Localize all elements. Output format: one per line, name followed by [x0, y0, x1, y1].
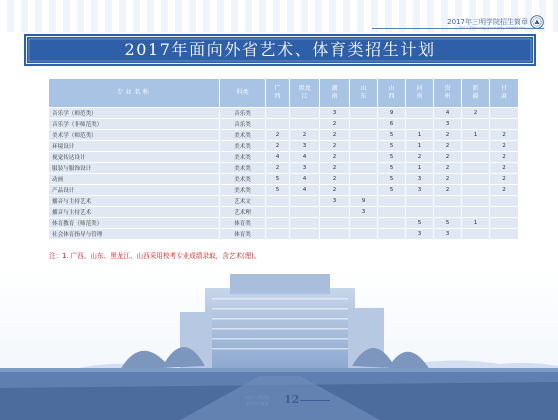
column-header-shanxi: [378, 79, 406, 108]
cell-quota: 1: [406, 130, 434, 141]
cell-quota: 2: [290, 130, 320, 141]
cell-quota: [266, 207, 290, 218]
cell-quota: 3: [290, 141, 320, 152]
header-char: 新: [472, 85, 479, 92]
cell-quota: 3: [320, 196, 350, 207]
header-char: 湖: [331, 85, 338, 92]
header-char: 山: [388, 85, 395, 92]
column-header-henan: [406, 79, 434, 108]
cell-quota: [490, 207, 519, 218]
cell-quota: 5: [378, 163, 406, 174]
cell-quota: 1: [462, 218, 490, 229]
cell-quota: [320, 218, 350, 229]
header-char: 贵: [444, 85, 451, 92]
cell-quota: [320, 207, 350, 218]
column-header-shandong: [350, 79, 378, 108]
header-char: 肃: [500, 93, 508, 100]
cell-quota: 2: [490, 174, 519, 185]
page-number-rule: [300, 400, 330, 401]
cell-quota: 2: [266, 163, 290, 174]
cell-quota: 2: [266, 141, 290, 152]
header-char: 山: [360, 85, 367, 92]
cell-quota: [462, 141, 490, 152]
cell-quota: [350, 108, 378, 119]
cell-quota: [462, 196, 490, 207]
cell-major: 音乐学（非师范类）: [49, 119, 220, 130]
cell-major: 体育教育（师范类）: [49, 218, 220, 229]
cell-quota: [462, 163, 490, 174]
cell-quota: [378, 218, 406, 229]
cell-category: 美术类: [220, 163, 266, 174]
cell-quota: 2: [434, 130, 462, 141]
header-char: 东: [360, 93, 367, 100]
cell-quota: 3: [406, 229, 434, 240]
cell-quota: 2: [434, 163, 462, 174]
header-char: 河: [416, 85, 423, 92]
cell-category: 艺术理: [220, 207, 266, 218]
cell-quota: 5: [434, 218, 462, 229]
cell-quota: 2: [406, 152, 434, 163]
cell-major: 服装与服饰设计: [49, 163, 220, 174]
column-header-guangxi: [266, 79, 290, 108]
cell-quota: [406, 196, 434, 207]
cell-category: 美术类: [220, 130, 266, 141]
header-char: 甘: [500, 85, 508, 92]
cell-category: 音乐类: [220, 108, 266, 119]
header-char: 州: [444, 93, 451, 100]
title-banner: [24, 34, 536, 66]
cell-quota: 9: [378, 108, 406, 119]
cell-quota: 3: [290, 163, 320, 174]
cell-quota: [490, 218, 519, 229]
table-row: [49, 218, 519, 229]
cell-category: 美术类: [220, 141, 266, 152]
column-header-hunan: [320, 79, 350, 108]
page-number: 12: [284, 393, 300, 406]
cell-quota: 2: [320, 185, 350, 196]
cell-quota: [350, 185, 378, 196]
column-header-category: 科类: [220, 79, 266, 108]
table-row: [49, 229, 519, 240]
cell-quota: [350, 141, 378, 152]
column-header-major: 专业名称: [49, 79, 220, 108]
cell-quota: [290, 119, 320, 130]
cell-quota: [320, 229, 350, 240]
table-row: [49, 108, 519, 119]
header-char: 南: [331, 93, 338, 100]
table-row: [49, 141, 519, 152]
header-char: 黑: [298, 85, 305, 92]
cell-quota: [350, 119, 378, 130]
cell-quota: 2: [434, 141, 462, 152]
header-char: 江: [301, 93, 308, 100]
cell-quota: 5: [406, 218, 434, 229]
cell-quota: 1: [462, 130, 490, 141]
cell-category: 艺术文: [220, 196, 266, 207]
cell-quota: [490, 108, 519, 119]
cell-quota: [350, 152, 378, 163]
cell-quota: 5: [378, 152, 406, 163]
column-header-heilongjiang: [290, 79, 320, 108]
cell-quota: 6: [378, 119, 406, 130]
cell-quota: 2: [490, 130, 519, 141]
cell-quota: 2: [434, 152, 462, 163]
cell-quota: [462, 119, 490, 130]
cell-quota: [406, 119, 434, 130]
cell-quota: [406, 108, 434, 119]
cell-quota: 3: [406, 174, 434, 185]
table-row: [49, 174, 519, 185]
cell-quota: 2: [320, 174, 350, 185]
cell-quota: [290, 108, 320, 119]
cell-quota: 2: [266, 130, 290, 141]
cell-quota: [490, 229, 519, 240]
cell-quota: 4: [290, 152, 320, 163]
cell-quota: [350, 174, 378, 185]
cell-category: 美术类: [220, 185, 266, 196]
enrollment-plan-table: [48, 78, 519, 240]
cell-quota: 4: [290, 174, 320, 185]
cell-major: 音乐学（师范类）: [49, 108, 220, 119]
university-logo-icon: [530, 15, 544, 29]
cell-quota: 4: [266, 152, 290, 163]
cell-quota: 3: [434, 119, 462, 130]
cell-quota: [462, 174, 490, 185]
cell-quota: 5: [266, 185, 290, 196]
header-char: 西: [388, 93, 395, 100]
footer-caption: [236, 394, 278, 407]
column-header-guizhou: [434, 79, 462, 108]
cell-quota: 2: [490, 152, 519, 163]
header-char: 南: [416, 93, 423, 100]
cell-quota: [290, 218, 320, 229]
cell-quota: 1: [406, 163, 434, 174]
cell-quota: [462, 207, 490, 218]
cell-quota: [434, 207, 462, 218]
cell-quota: [462, 152, 490, 163]
cell-quota: [266, 108, 290, 119]
cell-quota: [266, 119, 290, 130]
header-char: 疆: [472, 93, 479, 100]
cell-quota: [462, 185, 490, 196]
cell-major: 社会体育指导与管理: [49, 229, 220, 240]
cell-quota: 2: [462, 108, 490, 119]
banner-title: 2017年面向外省艺术、体育类招生计划: [124, 40, 436, 59]
cell-quota: [490, 119, 519, 130]
footer-caption-line: 本科招生简章: [245, 401, 269, 406]
cell-major: 动画: [49, 174, 220, 185]
footer-caption-line: 2017三明学院: [244, 395, 270, 400]
cell-category: 体育类: [220, 229, 266, 240]
cell-quota: [290, 196, 320, 207]
cell-quota: 5: [378, 185, 406, 196]
cell-quota: 2: [490, 185, 519, 196]
cell-quota: [266, 218, 290, 229]
cell-major: 美术学（师范类）: [49, 130, 220, 141]
cell-quota: [350, 218, 378, 229]
cell-quota: 9: [350, 196, 378, 207]
cell-quota: 2: [434, 185, 462, 196]
brochure-subtitle: 2017 Sanming University Admissions: [459, 26, 526, 30]
cell-quota: 3: [406, 185, 434, 196]
cell-quota: 3: [434, 229, 462, 240]
cell-category: 体育类: [220, 218, 266, 229]
cell-quota: [266, 229, 290, 240]
cell-quota: [350, 163, 378, 174]
cell-quota: [378, 229, 406, 240]
cell-quota: [378, 207, 406, 218]
cell-quota: 2: [490, 141, 519, 152]
cell-major: 环境设计: [49, 141, 220, 152]
cell-quota: 5: [378, 174, 406, 185]
cell-quota: 3: [320, 108, 350, 119]
cell-quota: 2: [320, 163, 350, 174]
table-row: [49, 207, 519, 218]
cell-category: 音乐类: [220, 119, 266, 130]
cell-quota: 5: [378, 141, 406, 152]
cell-quota: [406, 207, 434, 218]
cell-quota: [266, 196, 290, 207]
cell-quota: [290, 207, 320, 218]
cell-quota: 2: [320, 141, 350, 152]
cell-quota: 3: [350, 207, 378, 218]
column-header-xinjiang: [462, 79, 490, 108]
cell-quota: [378, 196, 406, 207]
cell-quota: [434, 196, 462, 207]
table-row: [49, 152, 519, 163]
table-row: [49, 163, 519, 174]
page-number-block: [236, 394, 330, 407]
table-row: [49, 196, 519, 207]
table-row: [49, 185, 519, 196]
cell-quota: 5: [266, 174, 290, 185]
cell-quota: 1: [406, 141, 434, 152]
cell-quota: [462, 229, 490, 240]
table-row: [49, 119, 519, 130]
footnote: 注：1. 广西、山东、黑龙江、山西采用校考专业成绩录取，含艺术(理)。: [49, 252, 261, 260]
header-char: 龙: [304, 85, 311, 92]
table-header-row: [49, 79, 519, 108]
cell-major: 播音与主持艺术: [49, 196, 220, 207]
table-row: [49, 130, 519, 141]
cell-quota: 5: [378, 130, 406, 141]
column-header-gansu: [490, 79, 519, 108]
cell-quota: 4: [434, 108, 462, 119]
cell-quota: 2: [320, 119, 350, 130]
cell-major: 视觉传达设计: [49, 152, 220, 163]
cell-quota: [490, 196, 519, 207]
cell-quota: 2: [320, 130, 350, 141]
cell-category: 美术类: [220, 152, 266, 163]
cell-major: 产品设计: [49, 185, 220, 196]
cell-category: 美术类: [220, 174, 266, 185]
cell-quota: 2: [320, 152, 350, 163]
cell-quota: 2: [434, 174, 462, 185]
cell-quota: [350, 130, 378, 141]
header-char: 广: [274, 85, 281, 92]
cell-quota: 4: [290, 185, 320, 196]
brochure-title: 2017年三明学院招生简章: [447, 18, 528, 26]
header-char: 西: [274, 93, 281, 100]
cell-major: 播音与主持艺术: [49, 207, 220, 218]
cell-quota: [290, 229, 320, 240]
cell-quota: [350, 229, 378, 240]
cell-quota: 2: [490, 163, 519, 174]
